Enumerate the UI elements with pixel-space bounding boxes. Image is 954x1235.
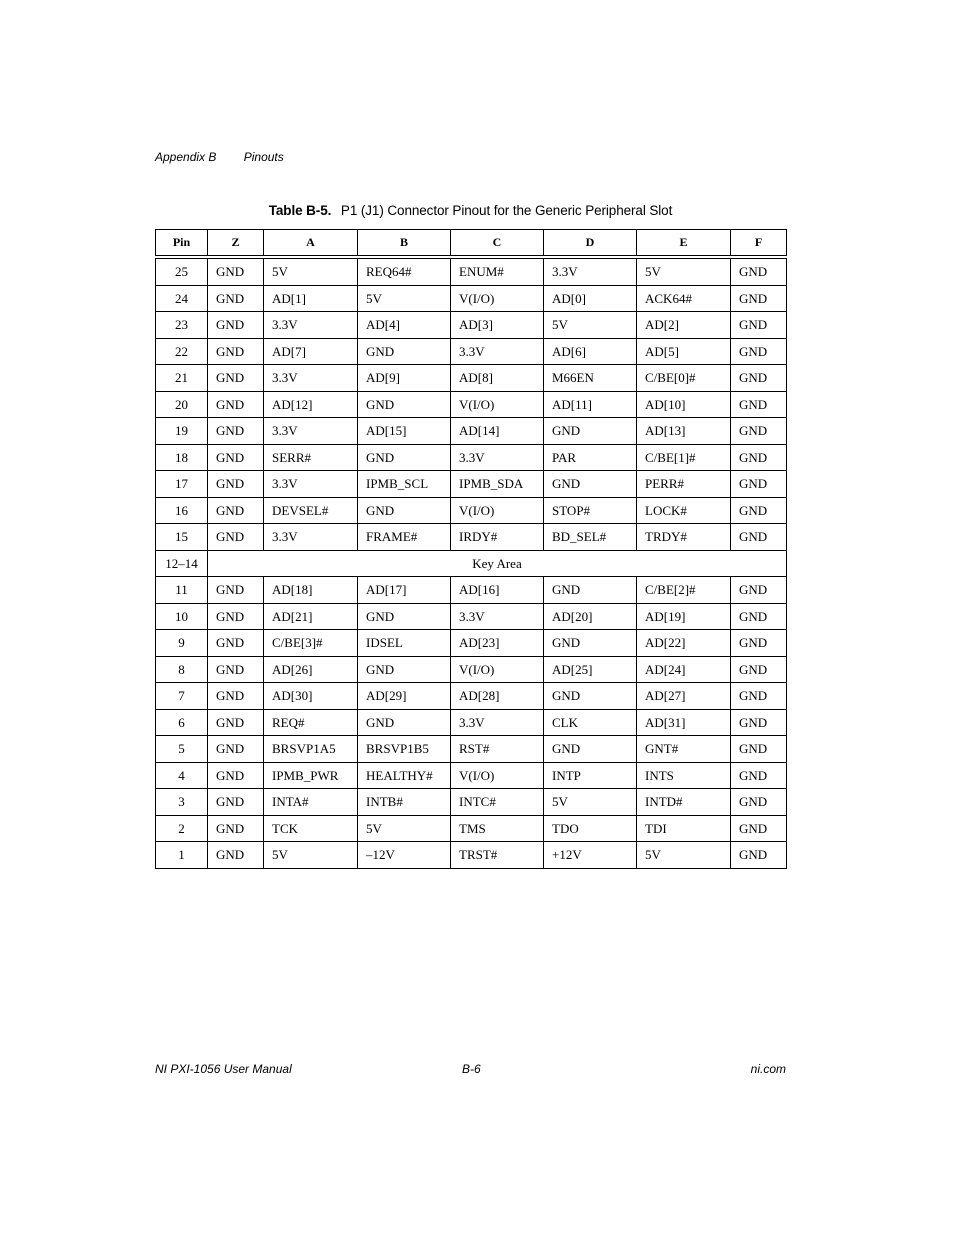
cell-f: GND [731,709,787,736]
table-row [156,471,787,498]
cell-f: GND [731,365,787,392]
cell-f: GND [731,842,787,869]
cell-d: GND [544,577,637,604]
cell-e: INTD# [637,789,731,816]
cell-d: BD_SEL# [544,524,637,551]
cell-e: AD[13] [637,418,731,445]
cell-z: GND [208,285,264,312]
cell-pin: 21 [156,365,208,392]
cell-z: GND [208,444,264,471]
cell-a: C/BE[3]# [264,630,358,657]
cell-pin: 17 [156,471,208,498]
cell-b: GND [358,444,451,471]
cell-e: AD[10] [637,391,731,418]
cell-e: AD[19] [637,603,731,630]
table-row [156,391,787,418]
table-row [156,683,787,710]
cell-d: GND [544,736,637,763]
cell-f: GND [731,736,787,763]
cell-c: TRST# [451,842,544,869]
cell-e: AD[24] [637,656,731,683]
table-row [156,257,787,285]
cell-z: GND [208,842,264,869]
cell-d: AD[0] [544,285,637,312]
cell-e: AD[27] [637,683,731,710]
cell-f: GND [731,471,787,498]
cell-a: AD[26] [264,656,358,683]
cell-z: GND [208,365,264,392]
cell-f: GND [731,762,787,789]
cell-c: ENUM# [451,257,544,285]
cell-a: 3.3V [264,365,358,392]
cell-b: GND [358,656,451,683]
cell-c: TMS [451,815,544,842]
cell-e: AD[22] [637,630,731,657]
section-label: Pinouts [243,150,284,164]
cell-c: V(I/O) [451,656,544,683]
cell-c: 3.3V [451,603,544,630]
cell-pin: 10 [156,603,208,630]
cell-a: AD[12] [264,391,358,418]
cell-b: 5V [358,815,451,842]
key-area-label: Key Area [208,550,787,577]
cell-e: TDI [637,815,731,842]
table-row [156,285,787,312]
cell-f: GND [731,815,787,842]
cell-z: GND [208,603,264,630]
cell-f: GND [731,257,787,285]
cell-d: AD[6] [544,338,637,365]
table-row [156,418,787,445]
cell-pin: 22 [156,338,208,365]
table-row [156,497,787,524]
cell-d: GND [544,471,637,498]
cell-c: V(I/O) [451,285,544,312]
cell-z: GND [208,736,264,763]
table-row [156,736,787,763]
cell-b: REQ64# [358,257,451,285]
cell-a: 3.3V [264,418,358,445]
cell-c: AD[16] [451,577,544,604]
cell-z: GND [208,418,264,445]
cell-c: IPMB_SDA [451,471,544,498]
cell-pin: 25 [156,257,208,285]
cell-c: 3.3V [451,338,544,365]
cell-a: 5V [264,842,358,869]
cell-d: +12V [544,842,637,869]
cell-c: INTC# [451,789,544,816]
cell-c: AD[23] [451,630,544,657]
cell-d: GND [544,418,637,445]
cell-b: AD[9] [358,365,451,392]
cell-e: C/BE[1]# [637,444,731,471]
cell-b: FRAME# [358,524,451,551]
table-body [156,257,787,868]
table-row [156,656,787,683]
cell-e: ACK64# [637,285,731,312]
cell-z: GND [208,789,264,816]
cell-c: AD[8] [451,365,544,392]
table-number: Table B-5. [268,203,332,218]
cell-pin: 8 [156,656,208,683]
table-row [156,312,787,339]
cell-a: 3.3V [264,471,358,498]
cell-pin: 11 [156,577,208,604]
table-row [156,630,787,657]
column-header-c: C [451,230,544,258]
cell-pin: 9 [156,630,208,657]
column-header-d: D [544,230,637,258]
cell-a: INTA# [264,789,358,816]
cell-f: GND [731,656,787,683]
footer-website: ni.com [750,1062,786,1076]
cell-f: GND [731,418,787,445]
cell-z: GND [208,257,264,285]
cell-e: PERR# [637,471,731,498]
running-header [155,150,284,164]
cell-f: GND [731,603,787,630]
cell-z: GND [208,497,264,524]
cell-d: M66EN [544,365,637,392]
cell-b: GND [358,709,451,736]
cell-b: BRSVP1B5 [358,736,451,763]
table-row [156,444,787,471]
table-row [156,577,787,604]
cell-pin: 16 [156,497,208,524]
cell-a: DEVSEL# [264,497,358,524]
cell-z: GND [208,656,264,683]
cell-a: 3.3V [264,524,358,551]
cell-pin: 15 [156,524,208,551]
cell-a: 3.3V [264,312,358,339]
cell-d: AD[25] [544,656,637,683]
cell-a: AD[30] [264,683,358,710]
table-row [156,789,787,816]
cell-z: GND [208,391,264,418]
footer-page-number: B-6 [462,1062,481,1076]
table-row [156,603,787,630]
cell-z: GND [208,683,264,710]
cell-c: AD[28] [451,683,544,710]
table-title: P1 (J1) Connector Pinout for the Generic Peripheral Slot [340,203,673,218]
cell-c: AD[3] [451,312,544,339]
cell-d: GND [544,630,637,657]
cell-d: INTP [544,762,637,789]
table-row [156,815,787,842]
column-header-z: Z [208,230,264,258]
cell-a: AD[1] [264,285,358,312]
cell-pin: 3 [156,789,208,816]
cell-f: GND [731,789,787,816]
table-caption [155,203,786,218]
cell-b: GND [358,497,451,524]
cell-z: GND [208,524,264,551]
cell-z: GND [208,762,264,789]
cell-c: AD[14] [451,418,544,445]
table-row [156,365,787,392]
cell-z: GND [208,709,264,736]
cell-f: GND [731,444,787,471]
cell-f: GND [731,338,787,365]
cell-f: GND [731,630,787,657]
cell-pin: 18 [156,444,208,471]
cell-b: GND [358,391,451,418]
cell-f: GND [731,391,787,418]
cell-d: PAR [544,444,637,471]
cell-f: GND [731,285,787,312]
cell-e: TRDY# [637,524,731,551]
column-header-e: E [637,230,731,258]
cell-e: AD[5] [637,338,731,365]
cell-e: LOCK# [637,497,731,524]
cell-z: GND [208,471,264,498]
cell-z: GND [208,577,264,604]
cell-b: AD[15] [358,418,451,445]
appendix-label: Appendix B [155,150,217,164]
cell-b: INTB# [358,789,451,816]
cell-f: GND [731,312,787,339]
cell-d: 3.3V [544,257,637,285]
cell-b: AD[4] [358,312,451,339]
cell-pin: 12–14 [156,550,208,577]
cell-e: AD[31] [637,709,731,736]
cell-z: GND [208,630,264,657]
cell-d: AD[11] [544,391,637,418]
cell-f: GND [731,683,787,710]
cell-c: V(I/O) [451,391,544,418]
cell-a: AD[18] [264,577,358,604]
cell-e: C/BE[2]# [637,577,731,604]
column-header-b: B [358,230,451,258]
cell-a: 5V [264,257,358,285]
cell-a: AD[7] [264,338,358,365]
cell-f: GND [731,524,787,551]
table-header-row [156,230,787,258]
cell-c: 3.3V [451,444,544,471]
cell-a: IPMB_PWR [264,762,358,789]
cell-e: C/BE[0]# [637,365,731,392]
cell-c: RST# [451,736,544,763]
cell-pin: 4 [156,762,208,789]
cell-pin: 1 [156,842,208,869]
cell-a: SERR# [264,444,358,471]
cell-e: 5V [637,257,731,285]
table-row [156,709,787,736]
cell-z: GND [208,815,264,842]
table-row [156,762,787,789]
cell-b: HEALTHY# [358,762,451,789]
cell-d: 5V [544,789,637,816]
cell-a: TCK [264,815,358,842]
column-header-pin: Pin [156,230,208,258]
cell-c: V(I/O) [451,762,544,789]
table-row [156,524,787,551]
footer-manual-title: NI PXI-1056 User Manual [155,1062,292,1076]
cell-b: GND [358,338,451,365]
cell-c: 3.3V [451,709,544,736]
cell-b: AD[17] [358,577,451,604]
column-header-f: F [731,230,787,258]
cell-z: GND [208,312,264,339]
table-row [156,842,787,869]
cell-pin: 7 [156,683,208,710]
cell-pin: 5 [156,736,208,763]
cell-b: IDSEL [358,630,451,657]
cell-a: AD[21] [264,603,358,630]
cell-d: TDO [544,815,637,842]
cell-c: IRDY# [451,524,544,551]
cell-c: V(I/O) [451,497,544,524]
cell-b: AD[29] [358,683,451,710]
cell-d: GND [544,683,637,710]
cell-f: GND [731,497,787,524]
cell-d: 5V [544,312,637,339]
table-row [156,338,787,365]
cell-e: INTS [637,762,731,789]
cell-b: IPMB_SCL [358,471,451,498]
cell-d: CLK [544,709,637,736]
cell-e: GNT# [637,736,731,763]
pinout-table [155,229,787,869]
cell-pin: 6 [156,709,208,736]
cell-b: 5V [358,285,451,312]
cell-pin: 23 [156,312,208,339]
cell-b: GND [358,603,451,630]
cell-pin: 20 [156,391,208,418]
cell-a: REQ# [264,709,358,736]
cell-d: AD[20] [544,603,637,630]
cell-pin: 24 [156,285,208,312]
cell-a: BRSVP1A5 [264,736,358,763]
cell-pin: 2 [156,815,208,842]
key-area-row [156,550,787,577]
cell-z: GND [208,338,264,365]
cell-pin: 19 [156,418,208,445]
cell-d: STOP# [544,497,637,524]
cell-e: AD[2] [637,312,731,339]
cell-f: GND [731,577,787,604]
cell-e: 5V [637,842,731,869]
cell-b: –12V [358,842,451,869]
column-header-a: A [264,230,358,258]
